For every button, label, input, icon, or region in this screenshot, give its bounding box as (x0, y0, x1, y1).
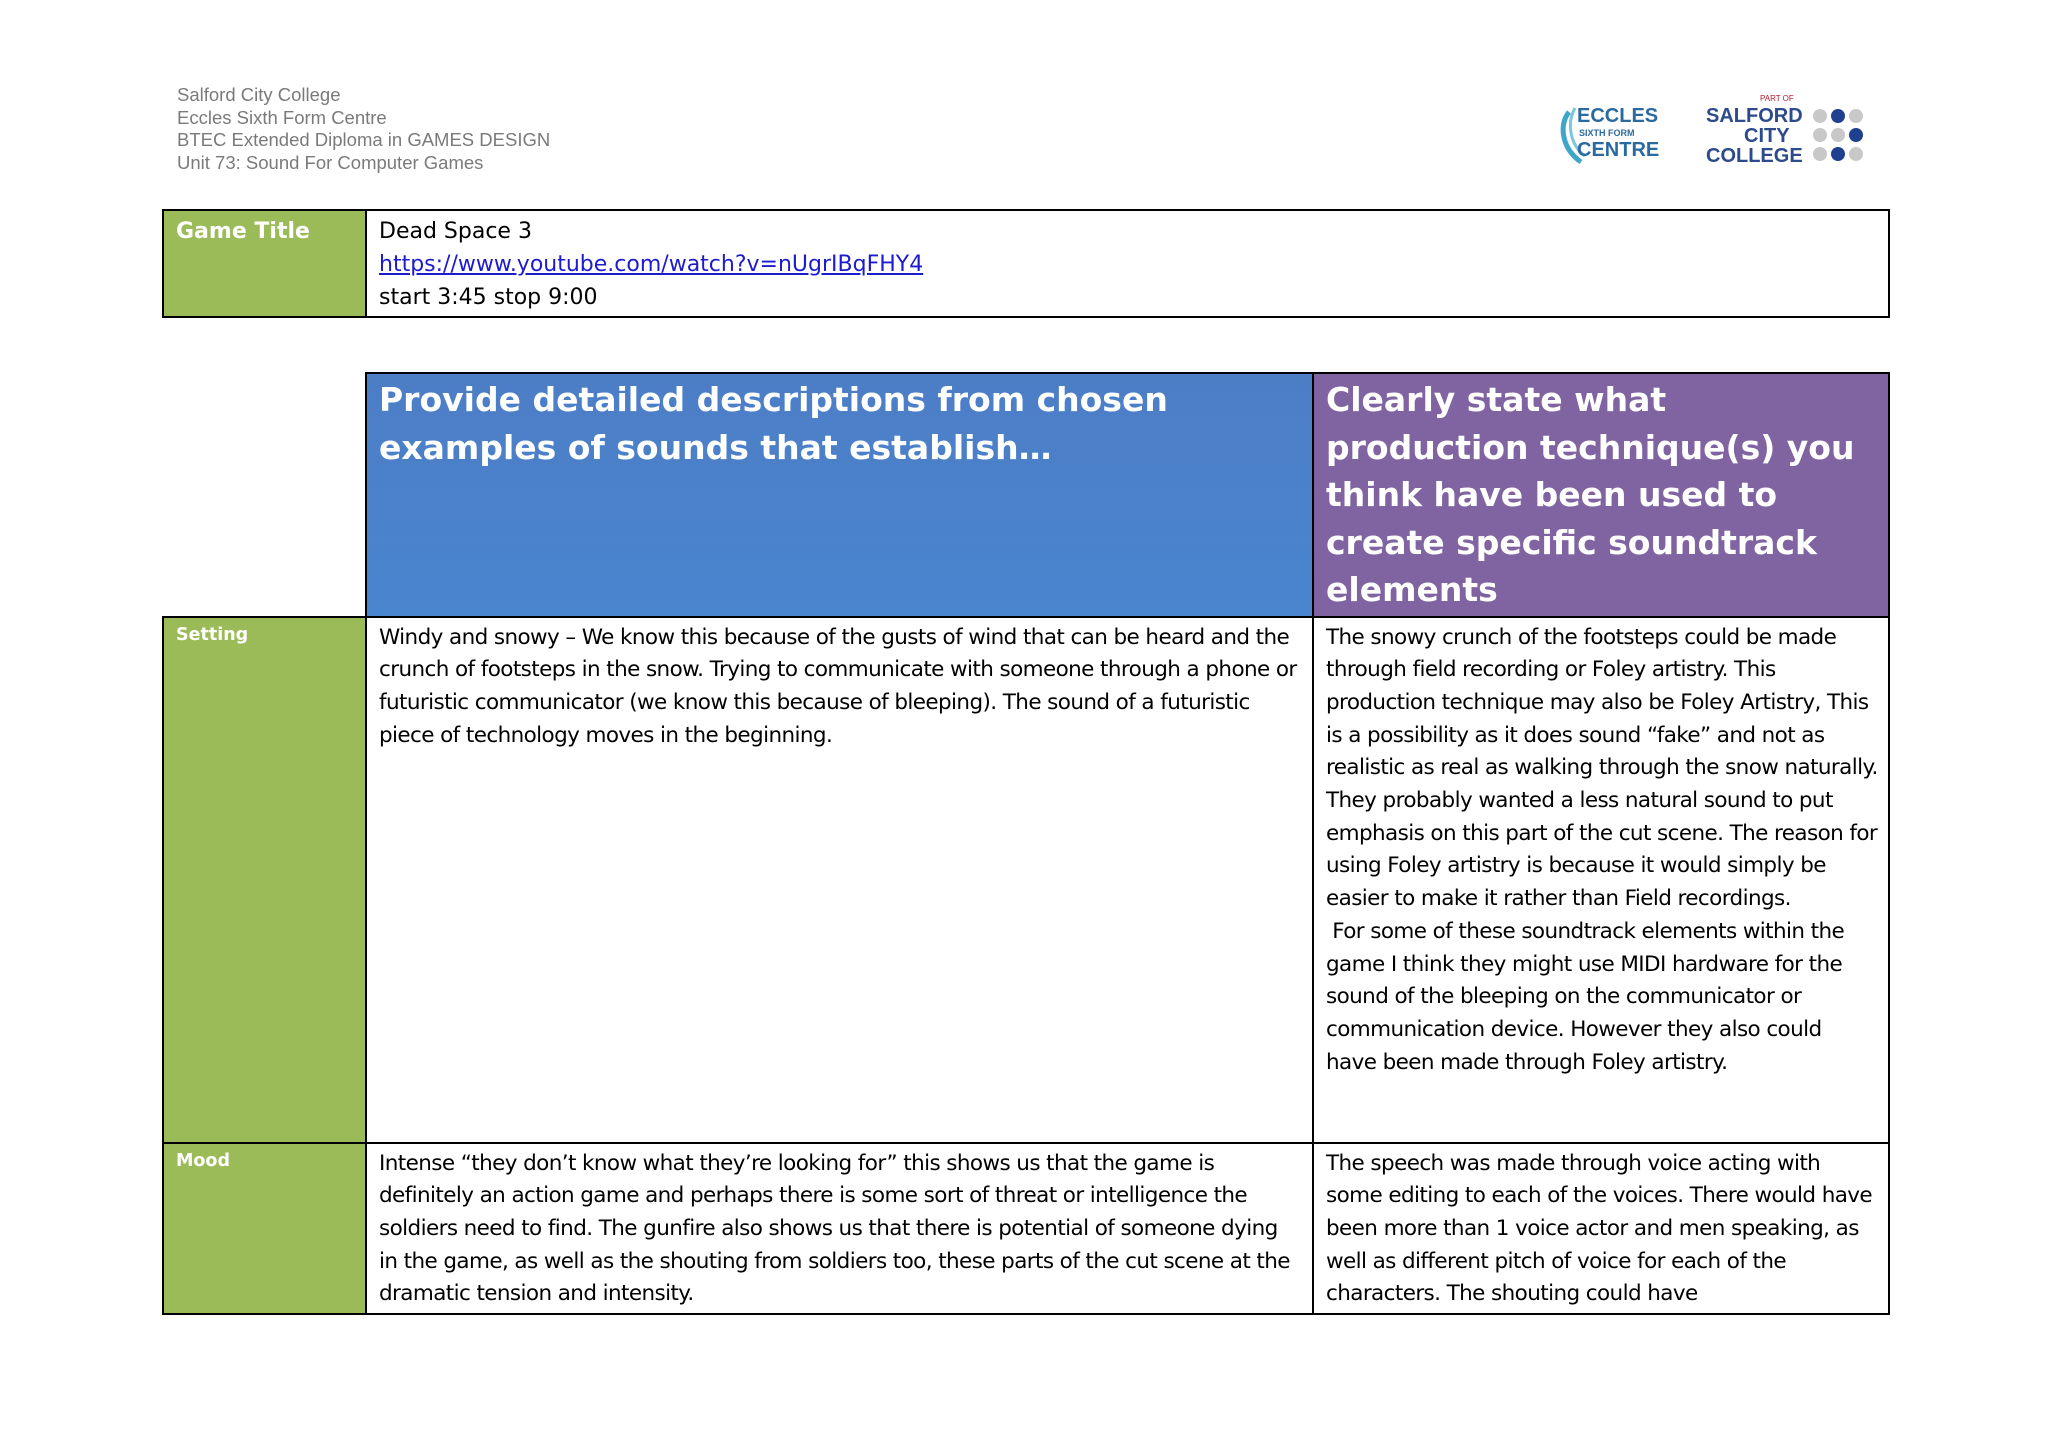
youtube-link[interactable]: https://www.youtube.com/watch?v=nUgrIBqFHY4 (379, 252, 924, 277)
row-label-mood: Mood (163, 1143, 366, 1315)
document-header (177, 84, 550, 174)
header-line-college: Salford City College (177, 84, 341, 105)
game-name: Dead Space 3 (379, 219, 532, 244)
descriptions-column-header: Provide detailed descriptions from chosen examples of sounds that establish… (366, 373, 1313, 617)
header-line-course: BTEC Extended Diploma in GAMES DESIGN (177, 129, 551, 150)
empty-corner-cell (163, 373, 366, 617)
table-row (163, 617, 1889, 1143)
mood-techniques (1313, 1143, 1889, 1315)
eccles-logo-word: CENTRE (1577, 139, 1660, 161)
salford-logo-part-of: PART OF (1760, 94, 1794, 103)
clip-times: start 3:45 stop 9:00 (379, 285, 598, 310)
salford-logo-word-city: CITY (1744, 125, 1790, 147)
header-line-centre: Eccles Sixth Form Centre (177, 106, 387, 128)
eccles-logo-word-1 (1577, 105, 1659, 161)
eccles-centre-logo (1555, 92, 1665, 170)
sound-analysis-table (162, 372, 1890, 1315)
salford-logo-word-salford: SALFORD (1706, 105, 1803, 127)
setting-techniques (1313, 617, 1889, 1143)
game-title-details (366, 210, 1889, 317)
table-header-row (163, 373, 1889, 617)
eccles-logo-word: ECCLES (1577, 105, 1659, 127)
setting-technique-paragraph: The snowy crunch of the footsteps could be made through field recording or Foley artistry. This production technique may also be Foley Artistry, This is a possibility as it does sound “fake” and not as realistic as real as walking through the snow naturally. They probably wanted a less natural sound to put emphasis on this part of the cut scene. The reason for using Foley artistry is because it would simply be easier to make it rather than Field recordings. (1326, 624, 1878, 912)
mood-description: Intense “they don’t know what they’re looking for” this shows us that the game is definitely an action game and perhaps there is some sort of threat or intelligence the soldiers need to find. The gunfire also shows us that there is potential of someone dying in the game, as well as the shouting from soldiers too, these parts of the cut scene at the dramatic tension and intensity. (366, 1143, 1313, 1315)
header-line-unit: Unit 73: Sound For Computer Games (177, 151, 484, 173)
table-row (163, 1143, 1889, 1315)
techniques-column-header: Clearly state what production technique(s) you think have been used to create specific soundtrack elements (1313, 373, 1889, 617)
game-title-label: Game Title (163, 210, 366, 317)
salford-logo-word-college: COLLEGE (1706, 145, 1803, 167)
row-label-setting: Setting (163, 617, 366, 1143)
eccles-logo-word: SIXTH FORM (1579, 128, 1635, 138)
game-title-table (162, 209, 1890, 318)
mood-technique-paragraph: The speech was made through voice acting with some editing to each of the voices. There would have been more than 1 voice actor and men speaking, as well as different pitch of voice for each of the characters. The shouting could have (1326, 1150, 1873, 1307)
salford-college-logo (1700, 92, 1870, 170)
setting-technique-paragraph: For some of these soundtrack elements within the game I think they might use MIDI hardware for the sound of the bleeping on the communicator or communication device. However they also could have been made through Foley artistry. (1326, 918, 1851, 1075)
setting-description: Windy and snowy – We know this because of the gusts of wind that can be heard and the crunch of footsteps in the snow. Trying to communicate with someone through a phone or futuristic communicator (we know this because of bleeping). The sound of a futuristic piece of technology moves in the beginning. (366, 617, 1313, 1143)
